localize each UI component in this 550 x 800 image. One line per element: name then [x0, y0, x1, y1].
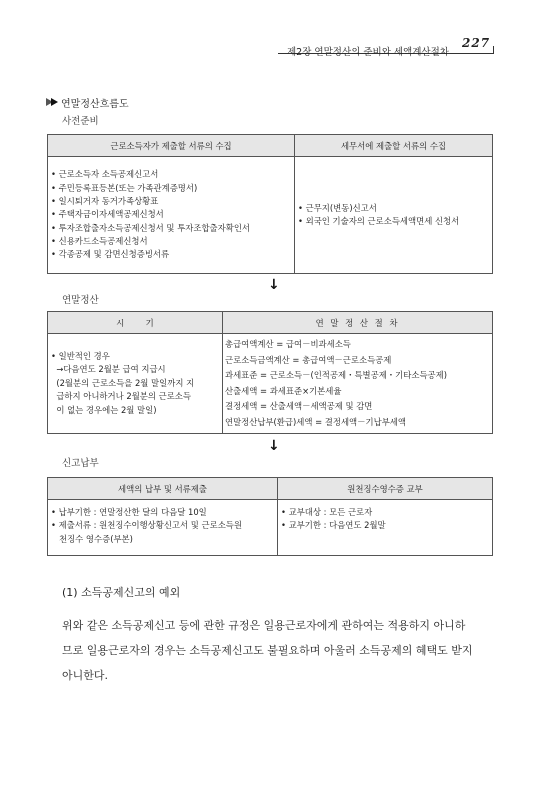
list-item: • 각종공제 및 감면신청증빙서류	[51, 249, 170, 260]
paragraph-line: 므로 일용근로자의 경우는 소득공제신고도 불필요하며 아울러 소득공제의 혜택도 받지	[62, 644, 473, 657]
stage3-col2-list	[278, 500, 493, 556]
calc-step: 결정세액 = 산출세액－세액공제 및 감면	[225, 401, 373, 411]
stage2-col2-header: 연 말 정 산 절 차	[223, 312, 493, 334]
list-item: • 교부기한 : 다음연도 2월말	[281, 520, 386, 531]
timing-line: 급하지 아니하거나 2월분의 근로소득	[51, 391, 191, 402]
list-item: • 투자조합출자소득공제신청서 및 투자조합출자확인서	[51, 222, 251, 233]
stage1-table	[47, 134, 493, 274]
section-heading: (1) 소득공제신고의 예외	[62, 586, 181, 599]
list-item: • 제출서류 : 원천징수이행상황신고서 및 근로소득원	[51, 520, 242, 531]
paragraph-line: 아니한다.	[62, 669, 109, 682]
header-rule-tick	[493, 46, 494, 54]
flow-title: 연말정산흐름도	[61, 99, 129, 110]
calc-step: 산출세액 = 과세표준×기본세율	[225, 385, 342, 396]
page-number: 227	[462, 36, 491, 50]
stage3-col1-header: 세액의 납부 및 서류제출	[48, 478, 278, 500]
down-arrow-icon: ↓	[268, 277, 280, 293]
stage2-table	[47, 311, 493, 434]
list-item: • 일시퇴거자 동거가족상황표	[51, 196, 159, 207]
list-item: • 주택자금이자세액공제신청서	[51, 209, 164, 220]
list-item: • 주민등록표등본(또는 가족관계증명서)	[51, 182, 198, 193]
stage1-col2-list	[295, 157, 493, 274]
stage3-table	[47, 477, 493, 556]
stage2-label: 연말정산	[62, 295, 99, 306]
stage3-label: 신고납부	[62, 458, 99, 469]
stage2-timing	[48, 334, 223, 434]
list-item: • 신용카드소득공제신청서	[51, 235, 148, 246]
list-item: • 근무지(변동)신고서	[298, 202, 377, 213]
calc-step: 연말정산납부(환급)세액 = 결정세액－기납부세액	[225, 416, 406, 427]
stage1-col2-header: 세무서에 제출할 서류의 수집	[295, 135, 493, 157]
list-item: • 교부대상 : 모든 근로자	[281, 507, 373, 517]
list-item: 천징수 영수증(부본)	[51, 533, 133, 544]
stage3-col2-header: 원천징수영수증 교부	[278, 478, 493, 500]
timing-line: (2월분의 근로소득을 2월 말일까지 지	[51, 377, 195, 388]
stage2-col1-header: 시 기	[48, 312, 223, 334]
flow-heading	[46, 95, 129, 110]
chapter-title: 제2장 연말정산의 준비와 세액계산절차	[287, 47, 449, 58]
timing-line: • 일반적인 경우	[51, 350, 110, 361]
list-item: • 근로소득자 소득공제신고서	[51, 169, 159, 180]
body-paragraph	[62, 613, 508, 688]
list-item: • 납부기한 : 연말정산한 달의 다음달 10일	[51, 507, 207, 517]
down-arrow-icon: ↓	[268, 438, 280, 454]
calc-step: 근로소득금액계산 = 총급여액－근로소득공제	[225, 354, 392, 365]
double-arrow-icon	[46, 98, 58, 107]
timing-line: →다음연도 2월분 급여 지급시	[51, 364, 166, 375]
stage1-col1-header: 근로소득자가 제출할 서류의 수집	[48, 135, 295, 157]
calc-step: 과세표준 = 근로소득－(인적공제・특별공제・기타소득공제)	[225, 370, 447, 380]
paragraph-line: 위와 같은 소득공제신고 등에 관한 규정은 일용근로자에게 관하여는 적용하지 아니하	[62, 619, 466, 632]
stage1-label: 사전준비	[62, 116, 99, 127]
stage3-col1-list	[48, 500, 278, 556]
stage1-col1-list	[48, 157, 295, 274]
list-item: • 외국인 기술자의 근로소득세액면세 신청서	[298, 216, 460, 226]
calc-step: 총급여액계산 = 급여－비과세소득	[225, 339, 351, 349]
stage2-steps	[223, 334, 493, 434]
timing-line: 이 없는 경우에는 2월 말일)	[51, 404, 157, 415]
